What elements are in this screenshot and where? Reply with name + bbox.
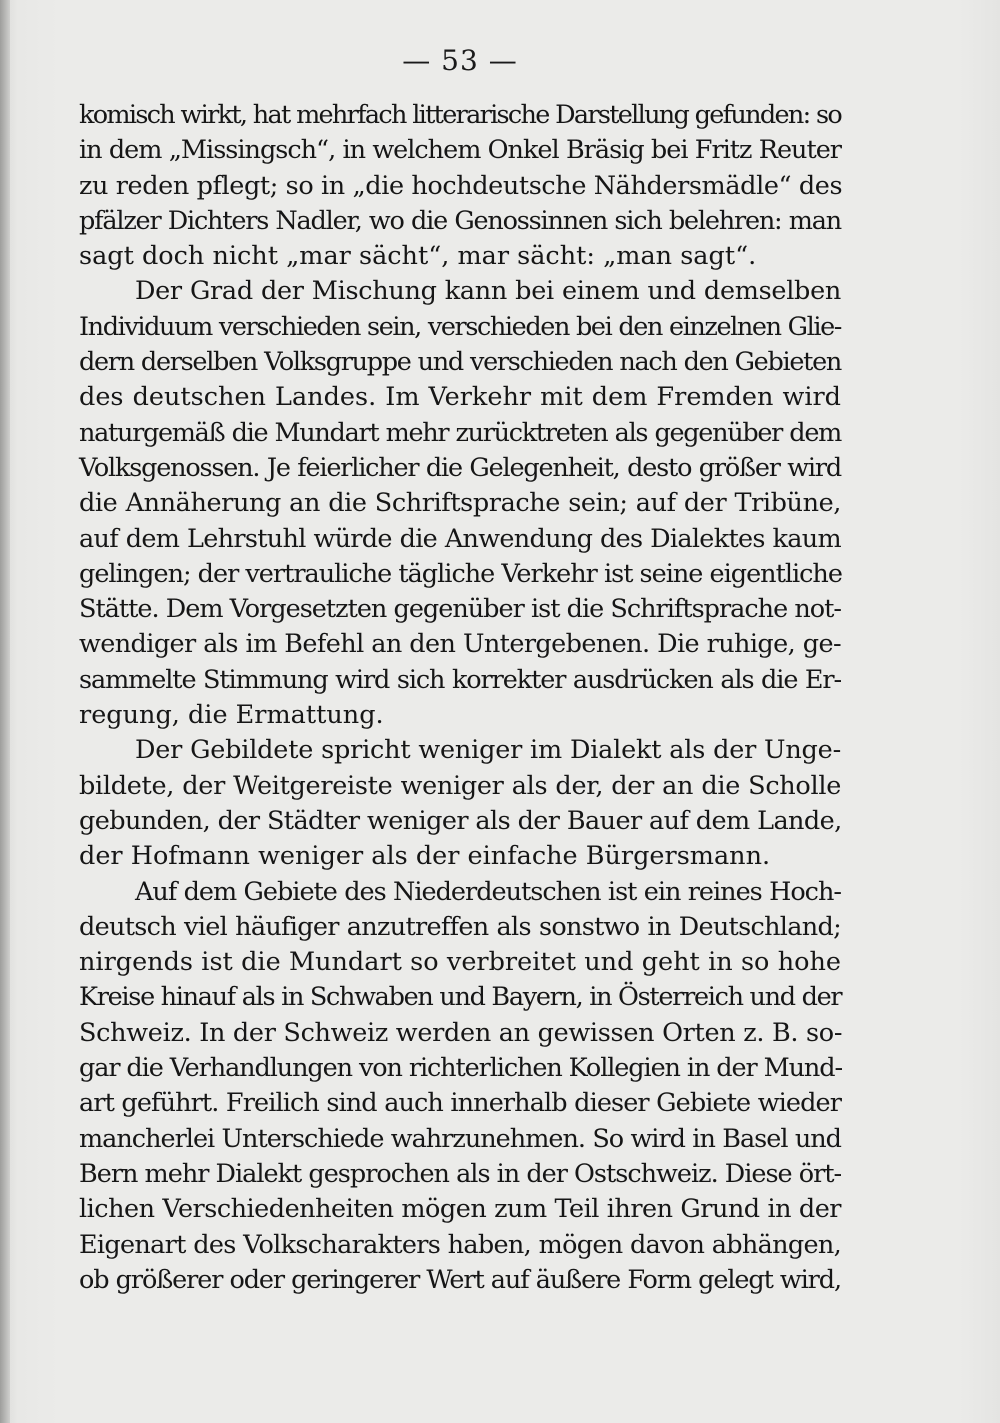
text-line: sammelte Stimmung wird sich korrekter ausdrücken als die Er- — [79, 664, 841, 695]
text-line: gar die Verhandlungen von richterlichen Kollegien in der Mund- — [79, 1053, 842, 1084]
text-line: die Annäherung an die Schriftsprache sein; auf der Tribüne, — [79, 488, 841, 519]
text-line: gelingen; der vertrauliche tägliche Verkehr ist seine eigentliche — [79, 558, 842, 589]
text-line: gebunden, der Städter weniger als der Bauer auf dem Lande, — [79, 805, 842, 836]
text-line: ob größerer oder geringerer Wert auf äußere Form gelegt wird, — [79, 1264, 841, 1295]
text-line: Auf dem Gebiete des Niederdeutschen ist ein reines Hoch- — [135, 876, 841, 907]
text-line: sagt doch nicht „mar sächt“, mar sächt: „man sagt“. — [79, 241, 757, 272]
text-line: Stätte. Dem Vorgesetzten gegenüber ist die Schriftsprache not- — [79, 594, 841, 625]
text-line: Individuum verschieden sein, verschieden bei den einzelnen Glie- — [79, 311, 841, 342]
text-line: komisch wirkt, hat mehrfach litterarische Darstellung gefunden: so — [79, 100, 841, 130]
text-line: art geführt. Freilich sind auch innerhalb dieser Gebiete wieder — [79, 1088, 841, 1119]
text-line: naturgemäß die Mundart mehr zurücktreten als gegenüber dem — [79, 417, 841, 448]
text-line: nirgends ist die Mundart so verbreitet und geht in so hohe — [79, 947, 841, 978]
text-line: bildete, der Weitgereiste weniger als der, der an die Scholle — [79, 770, 841, 801]
text-line: Volksgenossen. Je feierlicher die Gelegenheit, desto größer wird — [79, 452, 841, 483]
text-line: der Hofmann weniger als der einfache Bürgersmann. — [79, 841, 771, 872]
text-line: Bern mehr Dialekt gesprochen als in der Ostschweiz. Diese ört- — [79, 1158, 842, 1189]
text-line: Eigenart des Volkscharakters haben, mögen davon abhängen, — [79, 1229, 841, 1260]
text-line: Kreise hinauf als in Schwaben und Bayern, in Österreich und der — [79, 982, 842, 1013]
text-line: pfälzer Dichters Nadler, wo die Genossinnen sich belehren: man — [79, 205, 841, 236]
body-text — [79, 98, 841, 1298]
page-gutter-shadow — [0, 0, 10, 1423]
text-line: lichen Verschiedenheiten mögen zum Teil ihren Grund in der — [79, 1194, 841, 1225]
text-line: auf dem Lehrstuhl würde die Anwendung des Dialektes kaum — [79, 523, 841, 554]
text-line: Der Gebildete spricht weniger im Dialekt als der Unge- — [135, 735, 841, 766]
text-line: mancherlei Unterschiede wahrzunehmen. So wird in Basel und — [79, 1123, 841, 1154]
text-line: Schweiz. In der Schweiz werden an gewissen Orten z. B. so- — [79, 1017, 843, 1048]
text-line: des deutschen Landes. Im Verkehr mit dem Fremden wird — [79, 382, 841, 413]
text-line: wendiger als im Befehl an den Untergebenen. Die ruhige, ge- — [79, 629, 841, 660]
text-line: in dem „Missingsch“, in welchem Onkel Bräsig bei Fritz Reuter — [79, 135, 841, 166]
text-line: deutsch viel häufiger anzutreffen als sonstwo in Deutschland; — [79, 911, 841, 942]
text-line: dern derselben Volksgruppe und verschieden nach den Gebieten — [79, 347, 841, 378]
text-line: regung, die Ermattung. — [79, 700, 384, 731]
text-line: zu reden pflegt; so in „die hochdeutsche Nähdersmädle“ des — [79, 170, 843, 201]
page-number: — 53 — — [402, 44, 518, 77]
text-line: Der Grad der Mischung kann bei einem und demselben — [135, 276, 841, 307]
